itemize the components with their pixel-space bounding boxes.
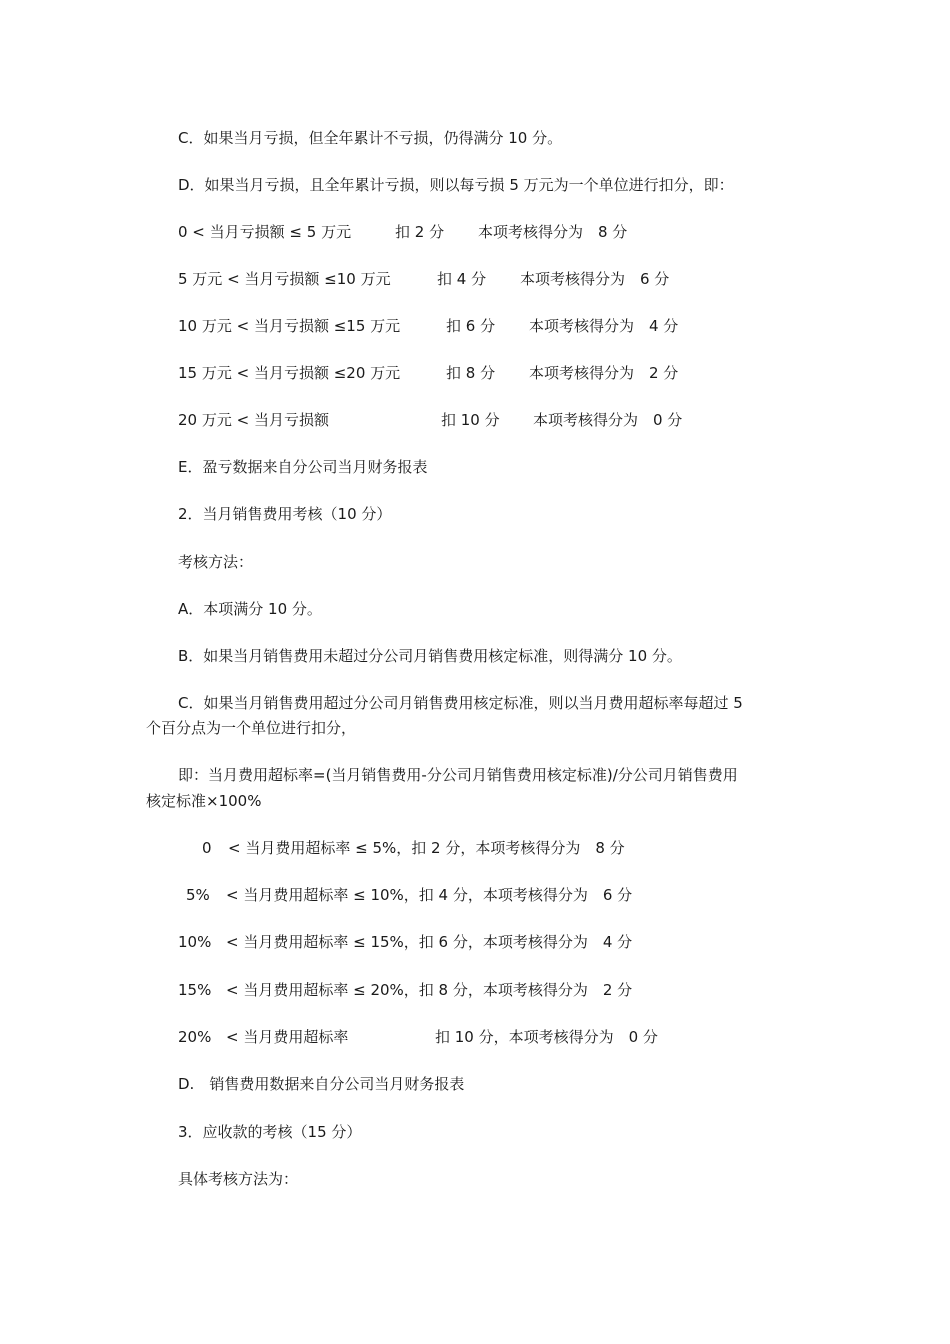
paragraph-c2-line1: C．如果当月销售费用超过分公司月销售费用核定标准，则以当月费用超标率每超过 5 xyxy=(178,694,743,712)
rate-row xyxy=(178,1027,878,1047)
paragraph-c2-line2: 个百分点为一个单位进行扣分， xyxy=(146,719,357,737)
rate-cond: < 当月费用超标率 ≤ 15%，扣 6 分，本项考核得分为 4 分 xyxy=(226,933,633,951)
rate-cond: < 当月费用超标率 ≤ 20%，扣 8 分，本项考核得分为 2 分 xyxy=(226,981,633,999)
rate-row xyxy=(178,885,878,905)
section-heading-2: 2．当月销售费用考核（10 分） xyxy=(178,505,392,523)
loss-score: 本项考核得分为 4 分 xyxy=(529,317,679,335)
rate-low: 20% xyxy=(178,1028,212,1046)
loss-row xyxy=(178,316,878,336)
paragraph-b2: B．如果当月销售费用未超过分公司月销售费用核定标准，则得满分 10 分。 xyxy=(178,647,682,665)
loss-row xyxy=(178,363,878,383)
loss-range: 15 万元 < 当月亏损额 ≤20 万元 xyxy=(178,364,401,382)
paragraph-d-loss-deduction: D．如果当月亏损，且全年累计亏损，则以每亏损 5 万元为一个单位进行扣分，即： xyxy=(178,176,734,194)
loss-range: 20 万元 < 当月亏损额 xyxy=(178,411,329,429)
rate-low: 5% xyxy=(186,886,210,904)
loss-score: 本项考核得分为 0 分 xyxy=(533,411,683,429)
loss-range: 5 万元 < 当月亏损额 ≤10 万元 xyxy=(178,270,391,288)
loss-range: 0 < 当月亏损额 ≤ 5 万元 xyxy=(178,223,352,241)
loss-score: 本项考核得分为 2 分 xyxy=(529,364,679,382)
loss-deduct: 扣 10 分 xyxy=(441,411,500,429)
loss-deduct: 扣 4 分 xyxy=(437,270,487,288)
rate-row xyxy=(178,932,878,952)
paragraph-d2-data-source: D. 销售费用数据来自分公司当月财务报表 xyxy=(178,1075,465,1093)
rate-cond: < 当月费用超标率 ≤ 5%，扣 2 分，本项考核得分为 8 分 xyxy=(228,839,625,857)
rate-row xyxy=(178,980,878,1000)
rate-cond: < 当月费用超标率 ≤ 10%，扣 4 分，本项考核得分为 6 分 xyxy=(226,886,633,904)
loss-row xyxy=(178,222,878,242)
loss-score: 本项考核得分为 6 分 xyxy=(520,270,670,288)
paragraph-a2: A．本项满分 10 分。 xyxy=(178,600,322,618)
loss-score: 本项考核得分为 8 分 xyxy=(478,223,628,241)
rate-deduct: 扣 10 分，本项考核得分为 0 分 xyxy=(435,1028,658,1046)
paragraph-c-loss-annual: C．如果当月亏损，但全年累计不亏损，仍得满分 10 分。 xyxy=(178,129,563,147)
loss-row xyxy=(178,269,878,289)
loss-range: 10 万元 < 当月亏损额 ≤15 万元 xyxy=(178,317,401,335)
loss-row xyxy=(178,410,878,430)
loss-deduct: 扣 6 分 xyxy=(446,317,496,335)
rate-row xyxy=(178,838,878,858)
rate-cond: < 当月费用超标率 xyxy=(226,1028,349,1046)
paragraph-e-data-source: E．盈亏数据来自分公司当月财务报表 xyxy=(178,458,428,476)
rate-low: 15% xyxy=(178,981,212,999)
loss-deduct: 扣 2 分 xyxy=(395,223,445,241)
rate-low: 10% xyxy=(178,933,212,951)
method-label: 考核方法： xyxy=(178,553,254,571)
formula-line2: 核定标准×100% xyxy=(146,792,262,810)
formula-line1: 即：当月费用超标率=(当月销售费用-分公司月销售费用核定标准)/分公司月销售费用 xyxy=(178,766,738,784)
rate-low: 0 xyxy=(202,839,212,857)
loss-deduct: 扣 8 分 xyxy=(446,364,496,382)
section-heading-3: 3．应收款的考核（15 分） xyxy=(178,1123,362,1141)
method-label-3: 具体考核方法为： xyxy=(178,1170,299,1188)
